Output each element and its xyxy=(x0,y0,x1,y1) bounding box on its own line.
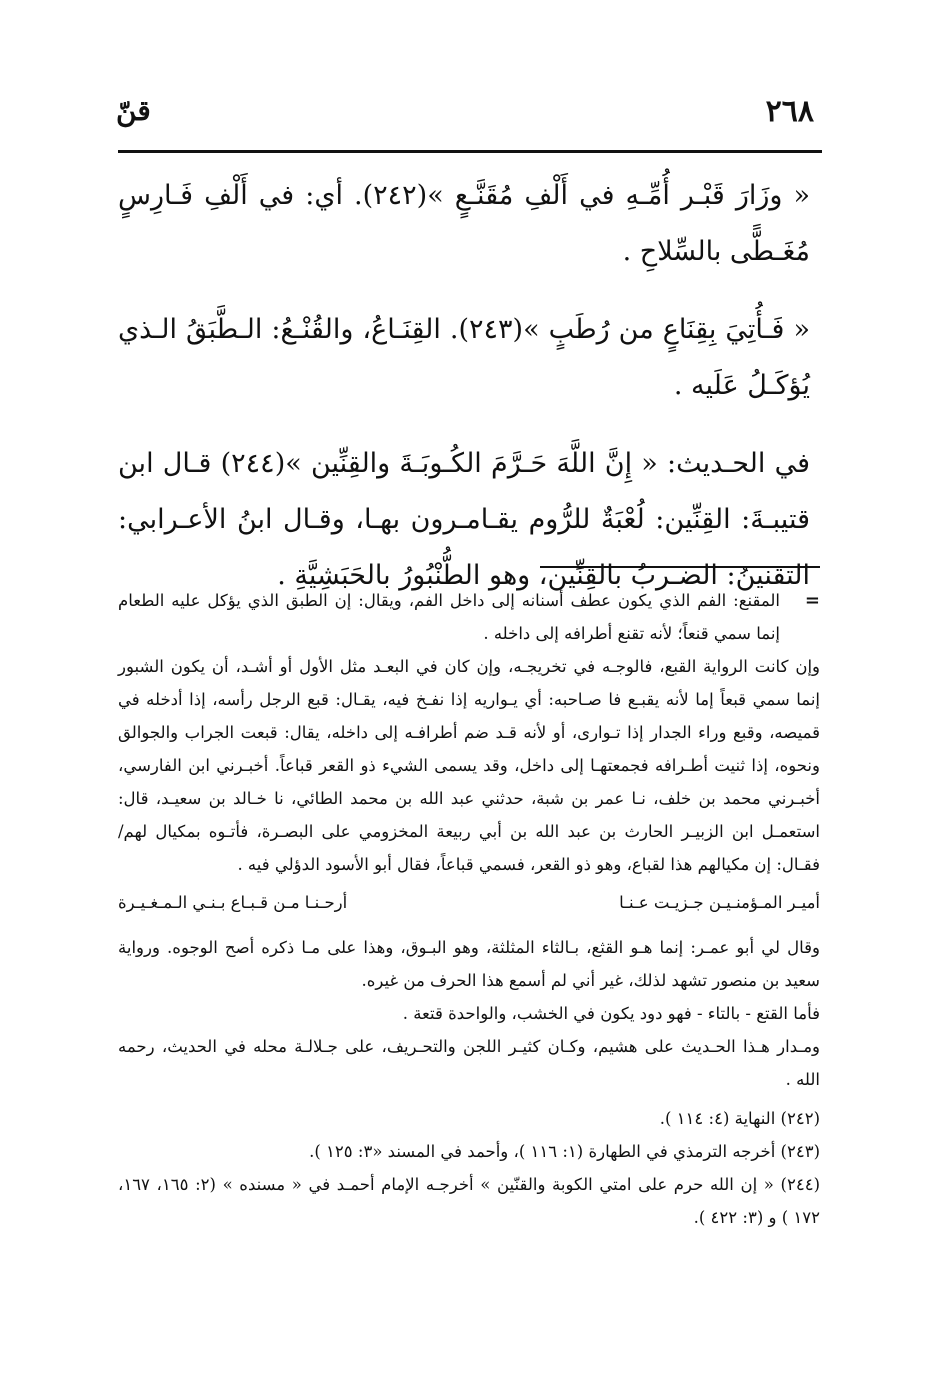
running-head: قنّ xyxy=(116,94,151,127)
continuation-marker: = xyxy=(804,590,820,611)
entry-paragraph: في الحـديث: « إِنَّ اللَّهَ حَـرَّمَ الكُـوبَـةَ والقِنِّين »(٢٤٤) قـال ابن قتيبـةَ: القِنِّين: لُعْبَةٌ للرُّوم يقـامـرون بهـا، وقـال ابنُ الأعـرابي: التقنينُ: الضـربُ بالقِنِّين، وهو الطُّنْبُورُ بالحَبَشِيَّةِ . xyxy=(118,448,810,591)
verse-second-hemistich: أرحـنـا مـن قـبـاع بـنـي الـمـغـيـرة xyxy=(118,893,348,912)
footnote-paragraph xyxy=(118,584,820,650)
reference-item: (٢٤٤) « إن الله حرم على امتي الكوبة والقنّين » أخرجـه الإمام أحمـد في « مسنده » (٢: ١٦٥، ١٦٧، ١٧٢ ) و (٣: ٤٢٢ ). xyxy=(118,1175,820,1227)
verse-first-hemistich: أميـر المـؤمنـيـن جـزيـت عـنـا xyxy=(619,893,820,912)
poetry-verse xyxy=(118,885,820,921)
reference-item: (٢٤٣) أخرجه الترمذي في الطهارة (١: ١١٦ )، وأحمد في المسند «٣: ١٢٥ ). xyxy=(309,1142,820,1161)
page-number: ٢٦٨ xyxy=(765,94,814,129)
footnote-references xyxy=(118,1102,820,1234)
footnote-paragraph: ومـدار هـذا الحـديث على هشيم، وكـان كثيـر اللجن والتحـريف، على جـلالـة محله في الحديث، رحمه الله . xyxy=(118,1037,820,1089)
footnote-paragraph: وإن كانت الرواية القبع، فالوجـه في تخريجـه، وإن كان في البعـد مثل الأول أو أشـد، أن يكون الشبور إنما سمي قبعاً إما لأنه يقبـع فا صـاحبه: أي يـواريه إذا نفـخ فيه، يقـال: قبع الرجل رأسه، إذا أدخله في قميصه، وقبع وراء الجدار إذا تـوارى، أو لأنه قـد ضم أطرافـه إلى داخله، يقال: قبعت الجراب والجوالق ونحوه، إذا ثنيت أطـرافه فجمعتهـا إلى داخل، وقد يسمى الشيء ذو القعر قباعاً. أخبـرني ابن الفارسي، أخبـرني محمد بن خلف، نـا عمر بن شبة، حدثني عبد الله بن محمد الطائي، نا خـالد بن سعيـد، قال: استعمـل ابن الزبيـر الحارث بن عبد الله بن أبي ربيعة المخزومي على البصـرة، فأتـوه بمكيال لهم/ فقـال: إن مكيالهم هذا لقباع، وهو ذو القعر، فسمي قباعاً، فقال أبو الأسود الدؤلي فيه . xyxy=(118,657,820,874)
reference-item: (٢٤٢) النهاية (٤: ١١٤ ). xyxy=(659,1109,820,1128)
header-rule xyxy=(118,150,822,153)
entry-paragraph: « فَـأُتِيَ بِقِنَاعٍ من رُطَبٍ »(٢٤٣). القِنَـاعُ، والقُنْـعُ: الـطَّبَقُ الـذي يُؤكَـلُ عَلَيه . xyxy=(118,314,810,401)
entry-paragraph: « وزَارَ قَبْـر أُمِّـهِ في أَلْفِ مُقَنَّـعٍ »(٢٤٢). أي: في أَلْفِ فَـارِسٍ مُغَـطًّى بالسِّلاحِ . xyxy=(118,180,810,267)
footnote-paragraph: فأما القتع - بالتاء - فهو دود يكون في الخشب، والواحدة قتعة . xyxy=(402,1004,820,1023)
main-text xyxy=(118,168,810,626)
footnote-text: المقنع: الفم الذي يكون عطف أسنانه إلى داخل الفم، ويقال: إن الطبق الذي يؤكل عليه الطعام إنما سمي قنعاً؛ لأنه تقنع أطرافه إلى داخله . xyxy=(118,591,780,643)
footnotes xyxy=(118,584,820,1234)
page-header xyxy=(112,92,820,136)
footnote-paragraph: وقال لي أبو عمـر: إنما هـو القثع، بـالثاء المثلثة، وهو البـوق، وهذا على مـا ذكره أصح الوجوه. ورواية سعيد بن منصور تشهد لذلك، غير أني لم أسمع هذا الحرف من غيره. xyxy=(118,938,820,990)
footnote-separator xyxy=(540,566,820,568)
